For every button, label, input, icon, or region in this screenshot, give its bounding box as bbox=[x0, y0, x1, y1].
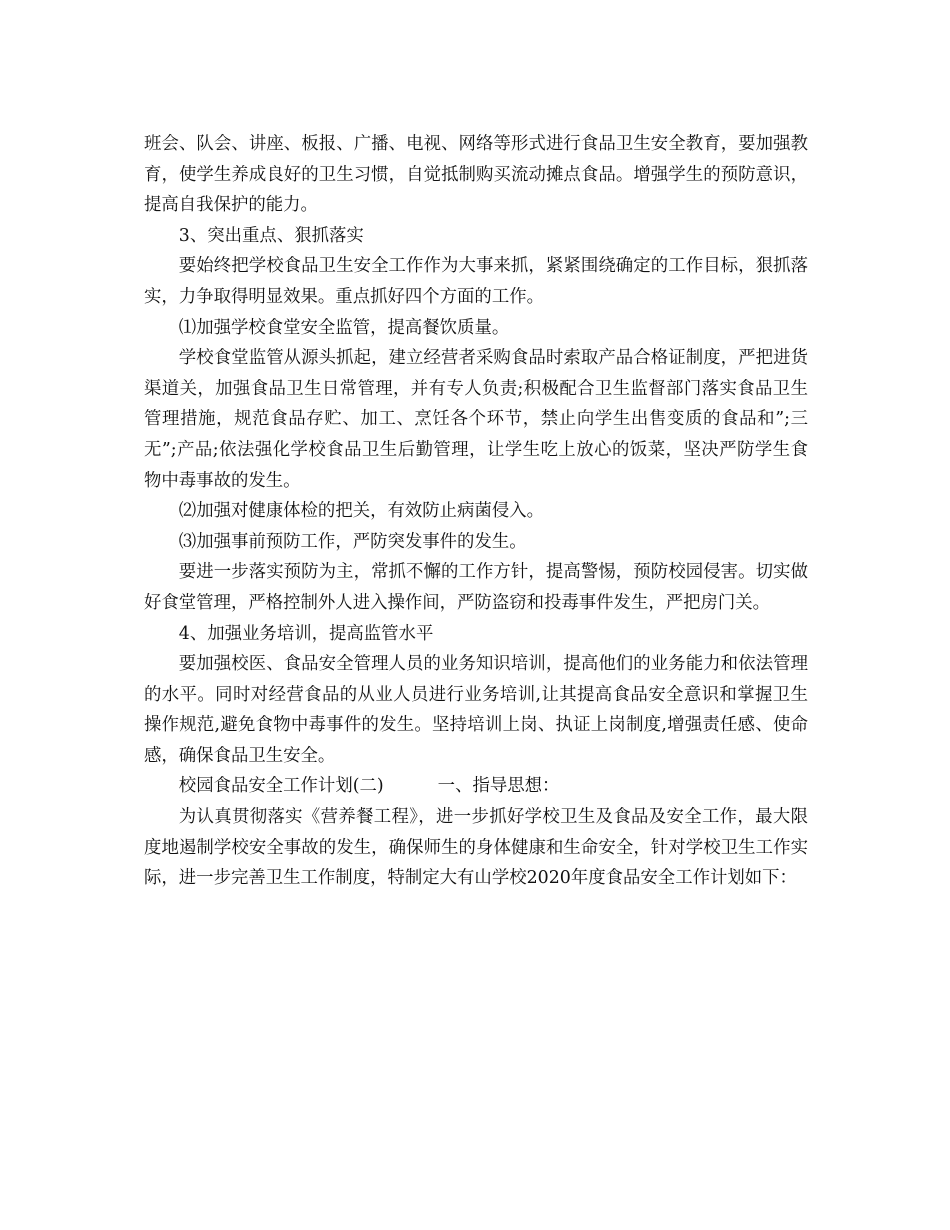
paragraph-education-continued: 班会、队会、讲座、板报、广播、电视、网络等形式进行食品卫生安全教育，要加强教育，使学生养成良好的卫生习惯，自觉抵制购买流动摊点食品。增强学生的预防意识，提高自我保护的能力。 bbox=[144, 134, 808, 216]
paragraph-canteen-supervision: 学校食堂监管从源头抓起，建立经营者采购食品时索取产品合格证制度，严把进货渠道关，加强食品卫生日常管理，并有专人负责;积极配合卫生监督部门落实食品卫生管理措施，规范食品存贮、加工、烹饪各个环节，禁止向学生出售变质的食品和”;三无”;产品;依法强化学校食品卫生后勤管理，让学生吃上放心的饭菜，坚决严防学生食物中毒事故的发生。 bbox=[144, 348, 808, 491]
list-item-3: ⑶加强事前预防工作，严防突发事件的发生。 bbox=[178, 531, 527, 552]
paragraph-prevention: 要进一步落实预防为主，常抓不懈的工作方针，提高警惕，预防校园侵害。切实做好食堂管理，严格控制外人进入操作间，严防盗窃和投毒事件发生，严把房门关。 bbox=[144, 562, 808, 613]
paragraph-focus: 要始终把学校食品卫生安全工作作为大事来抓，紧紧围绕确定的工作目标，狠抓落实，力争取得明显效果。重点抓好四个方面的工作。 bbox=[144, 256, 808, 307]
section-heading-4: 4、加强业务培训，提高监管水平 bbox=[178, 623, 434, 644]
plan-title: 校园食品安全工作计划(二) bbox=[178, 776, 384, 797]
paragraph-guiding-thought: 为认真贯彻落实《营养餐工程》，进一步抓好学校卫生及食品及安全工作，最大限度地遏制学校安全事故的发生，确保师生的身体健康和生命安全，针对学校卫生工作实际，进一步完善卫生工作制度，特制定大有山学校2020年度食品安全工作计划如下： bbox=[144, 807, 808, 889]
list-item-2: ⑵加强对健康体检的把关，有效防止病菌侵入。 bbox=[178, 501, 545, 522]
paragraph-training: 要加强校医、食品安全管理人员的业务知识培训，提高他们的业务能力和依法管理的水平。同时对经营食品的从业人员进行业务培训,让其提高食品安全意识和掌握卫生操作规范,避免食物中毒事件的发生。坚持培训上岗、执证上岗制度,增强责任感、使命感，确保食品卫生安全。 bbox=[144, 654, 808, 766]
document-body bbox=[144, 129, 808, 894]
list-item-1: ⑴加强学校食堂安全监管，提高餐饮质量。 bbox=[178, 317, 510, 338]
section-heading-3: 3、突出重点、狠抓落实 bbox=[178, 225, 364, 246]
plan-heading bbox=[144, 771, 808, 802]
plan-subtitle: 一、指导思想： bbox=[437, 776, 560, 797]
